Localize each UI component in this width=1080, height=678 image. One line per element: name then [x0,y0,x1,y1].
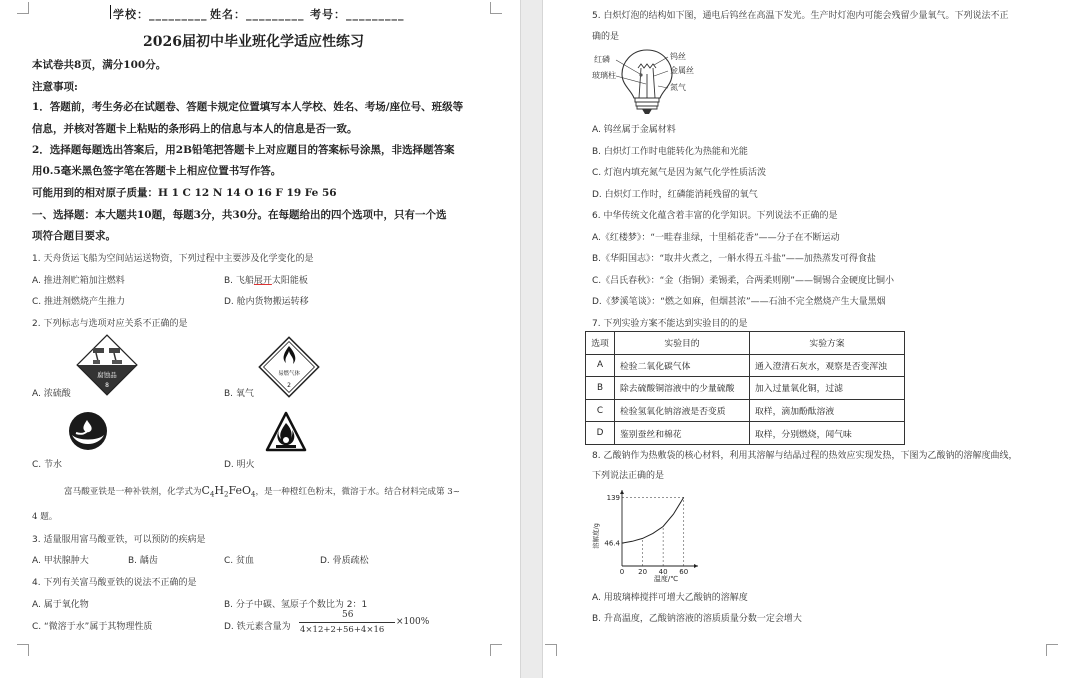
bulb-label: 钨丝 [670,52,686,61]
intro-text: 本试卷共8页，满分100分。 [32,59,167,71]
q1-option-b: B. 飞船展开太阳能板 [224,276,308,286]
name-field: 姓名：_________ [210,8,305,21]
x-tick-label: 0 [619,568,625,576]
bulb-label: 玻璃柱 [592,71,616,80]
text-cursor [110,5,111,19]
q2-option-d: D. 明火 [224,460,255,470]
y-tick-label: 139 [606,493,620,502]
q2-option-a: A. 浓硫酸 [32,389,71,399]
table-header: 实验目的 [615,332,750,355]
bulb-label: 金属丝 [670,66,694,75]
table-cell: A [586,354,615,377]
svg-text:腐蚀品: 腐蚀品 [97,371,117,379]
fraction-bar [299,622,395,623]
fraction-numerator: 56 [342,610,354,620]
q1-option-d: D. 舱内货物搬运转移 [224,297,309,307]
q5-option-b: B. 白炽灯工作时电能转化为热能和光能 [592,147,748,157]
atomic-mass-line: 可能用到的相对原子质量：H 1 C 12 N 14 O 16 F 19 Fe 56 [32,187,337,199]
page-title: 2026届初中毕业班化学适应性练习 [143,34,364,50]
q4-option-c: C. “微溶于水”属于其物理性质 [32,622,153,632]
experiment-table [585,331,905,445]
note-line: 用0.5毫米黑色签字笔在答题卡上相应位置书写作答。 [32,165,282,177]
section-heading: 一、选择题：本大题共10题，每题3分，共30分。在每题给出的四个选项中，只有一个选 [32,209,447,221]
crop-mark [545,644,557,656]
question-4-stem: 4. 下列有关富马酸亚铁的说法不正确的是 [32,578,197,588]
crop-mark [17,2,29,14]
open-flame-warning-icon [264,410,308,454]
notes-title: 注意事项: [32,81,78,93]
note-line: 信息，并核对答题卡上粘贴的条形码上的信息与本人的信息是否一致。 [32,123,358,135]
note-line: 2．选择题每题选出答案后，用2B铅笔把答题卡上对应题目的答案标号涂黑，非选择题答案 [32,144,455,156]
question-2-stem: 2. 下列标志与选项对应关系不正确的是 [32,319,188,329]
spellcheck-underline: 展开 [253,276,272,286]
x-axis-arrow [694,564,698,568]
q6-option-c: C.《吕氏春秋》：“金（指铜）柔锡柔，合两柔则刚”——铜锡合金硬度比铜小 [592,276,894,286]
x-tick-label: 60 [679,568,689,576]
q6-option-b: B.《华阳国志》：“取井火煮之，一斛水得五斗盐”——加热蒸发可得食盐 [592,254,876,264]
svg-text:2: 2 [287,382,291,389]
y-tick-label: 46.4 [604,539,620,548]
solubility-chart [586,486,706,584]
table-header-row [586,332,905,355]
q6-option-a: A.《红楼梦》：“一畦春韭绿，十里稻花香”——分子在不断运动 [592,233,840,243]
question-8-stem: 8. 乙酸钠作为热敷袋的核心材料，利用其溶解与结晶过程的热效应实现发热，下图为乙酸钠的溶解度曲线， [592,451,1018,461]
table-cell: C [586,399,615,422]
q4-option-b: B. 分子中碳、氢原子个数比为 2：1 [224,600,368,610]
crop-mark [490,2,502,14]
table-cell: B [586,377,615,400]
svg-text:易燃气体: 易燃气体 [277,371,301,377]
table-header: 实验方案 [750,332,905,355]
table-cell: 取样，滴加酚酞溶液 [750,399,905,422]
fraction-denominator: 4×12+2+56+4×16 [300,625,385,635]
crop-mark [1046,644,1058,656]
q3-option-b: B. 龋齿 [128,556,158,566]
question-7-stem: 7. 下列实验方案不能达到实验目的的是 [592,319,748,329]
chart-tick-labels [604,494,688,576]
solubility-curve [622,497,684,543]
table-row [586,399,905,422]
table-cell: 鉴别蚕丝和棉花 [615,422,750,445]
q1-option-c: C. 推进剂燃烧产生推力 [32,297,126,307]
table-cell: 取样，分别燃烧，闻气味 [750,422,905,445]
page-gap [520,0,543,678]
corrosive-sign-icon [76,334,138,396]
q4-option-a: A. 属于氧化物 [32,600,89,610]
chart-guides [622,497,684,566]
q5-option-d: D. 白炽灯工作时，红磷能消耗残留的氧气 [592,190,758,200]
school-field: 学校：_________ [113,8,208,21]
q4-option-d-label: D. 铁元素含量为 [224,622,291,632]
q5-option-c: C. 灯泡内填充氮气是因为氮气化学性质活泼 [592,168,767,178]
q8-option-b: B. 升高温度，乙酸钠溶液的溶质质量分数一定会增大 [592,614,802,624]
q1-option-a: A. 推进剂贮箱加注燃料 [32,276,125,286]
q2-option-c: C. 节水 [32,460,63,470]
crop-mark [17,644,29,656]
x-tick-label: 20 [638,568,648,576]
table-row [586,422,905,445]
table-cell: 加入过量氧化铜，过滤 [750,377,905,400]
bulb-label: 红磷 [594,55,610,64]
table-cell: 通入澄清石灰水，观察是否变浑浊 [750,354,905,377]
x-axis-label: 温度/℃ [653,575,679,583]
water-saving-icon [68,411,108,451]
bulb-label: 氮气 [670,83,686,92]
y-axis-arrow [620,490,624,494]
table-cell: 检验二氧化碳气体 [615,354,750,377]
table-cell: 除去硫酸铜溶液中的少量硫酸 [615,377,750,400]
x-tick-label: 40 [658,568,668,576]
q5-option-a: A. 钨丝属于金属材料 [592,125,676,135]
question-1-stem: 1. 天舟货运飞船为空间站运送物资，下列过程中主要涉及化学变化的是 [32,254,314,264]
question-3-stem: 3. 适量服用富马酸亚铁，可以预防的疾病是 [32,535,206,545]
q6-option-d: D.《梦溪笔谈》：“燃之如麻，但烟甚浓”——石油不完全燃烧产生大量黑烟 [592,297,886,307]
table-header: 选项 [586,332,615,355]
q3-option-c: C. 贫血 [224,556,255,566]
fraction-suffix: ×100% [396,617,430,627]
svg-text:8: 8 [105,382,109,389]
q3-option-d: D. 骨质疏松 [320,556,369,566]
passage-line: 4 题。 [32,512,58,522]
q2-option-b: B. 氧气 [224,389,254,399]
question-6-stem: 6. 中华传统文化蕴含着丰富的化学知识。下列说法不正确的是 [592,211,838,221]
note-line: 1．答题前，考生务必在试题卷、答题卡规定位置填写本人学校、姓名、考场/座位号、班级等 [32,101,464,113]
flammable-gas-sign-icon [257,335,321,399]
section-heading: 项符合题目要求。 [32,230,116,242]
question-8-stem: 下列说法正确的是 [592,471,665,481]
question-5-stem: 5. 白炽灯泡的结构如下图，通电后钨丝在高温下发光。生产时灯泡内可能会残留少量氧气。下列说法不正 [592,11,1009,21]
q3-option-a: A. 甲状腺肿大 [32,556,89,566]
table-cell: D [586,422,615,445]
left-page [0,0,520,678]
table-row [586,354,905,377]
passage-line: 富马酸亚铁是一种补铁剂，化学式为$C_4H_2FeO_4$，是一种橙红色粉末，微溶于水。结合材料完成第 3~ [64,484,460,499]
y-axis-label: 溶解度/g [592,523,600,549]
table-cell: 检验氢氧化钠溶液是否变质 [615,399,750,422]
exam-number-field: 考号：_________ [310,8,405,21]
crop-mark [490,644,502,656]
q8-option-a: A. 用玻璃棒搅拌可增大乙酸钠的溶解度 [592,593,748,603]
table-row [586,377,905,400]
question-5-stem: 确的是 [592,32,620,42]
